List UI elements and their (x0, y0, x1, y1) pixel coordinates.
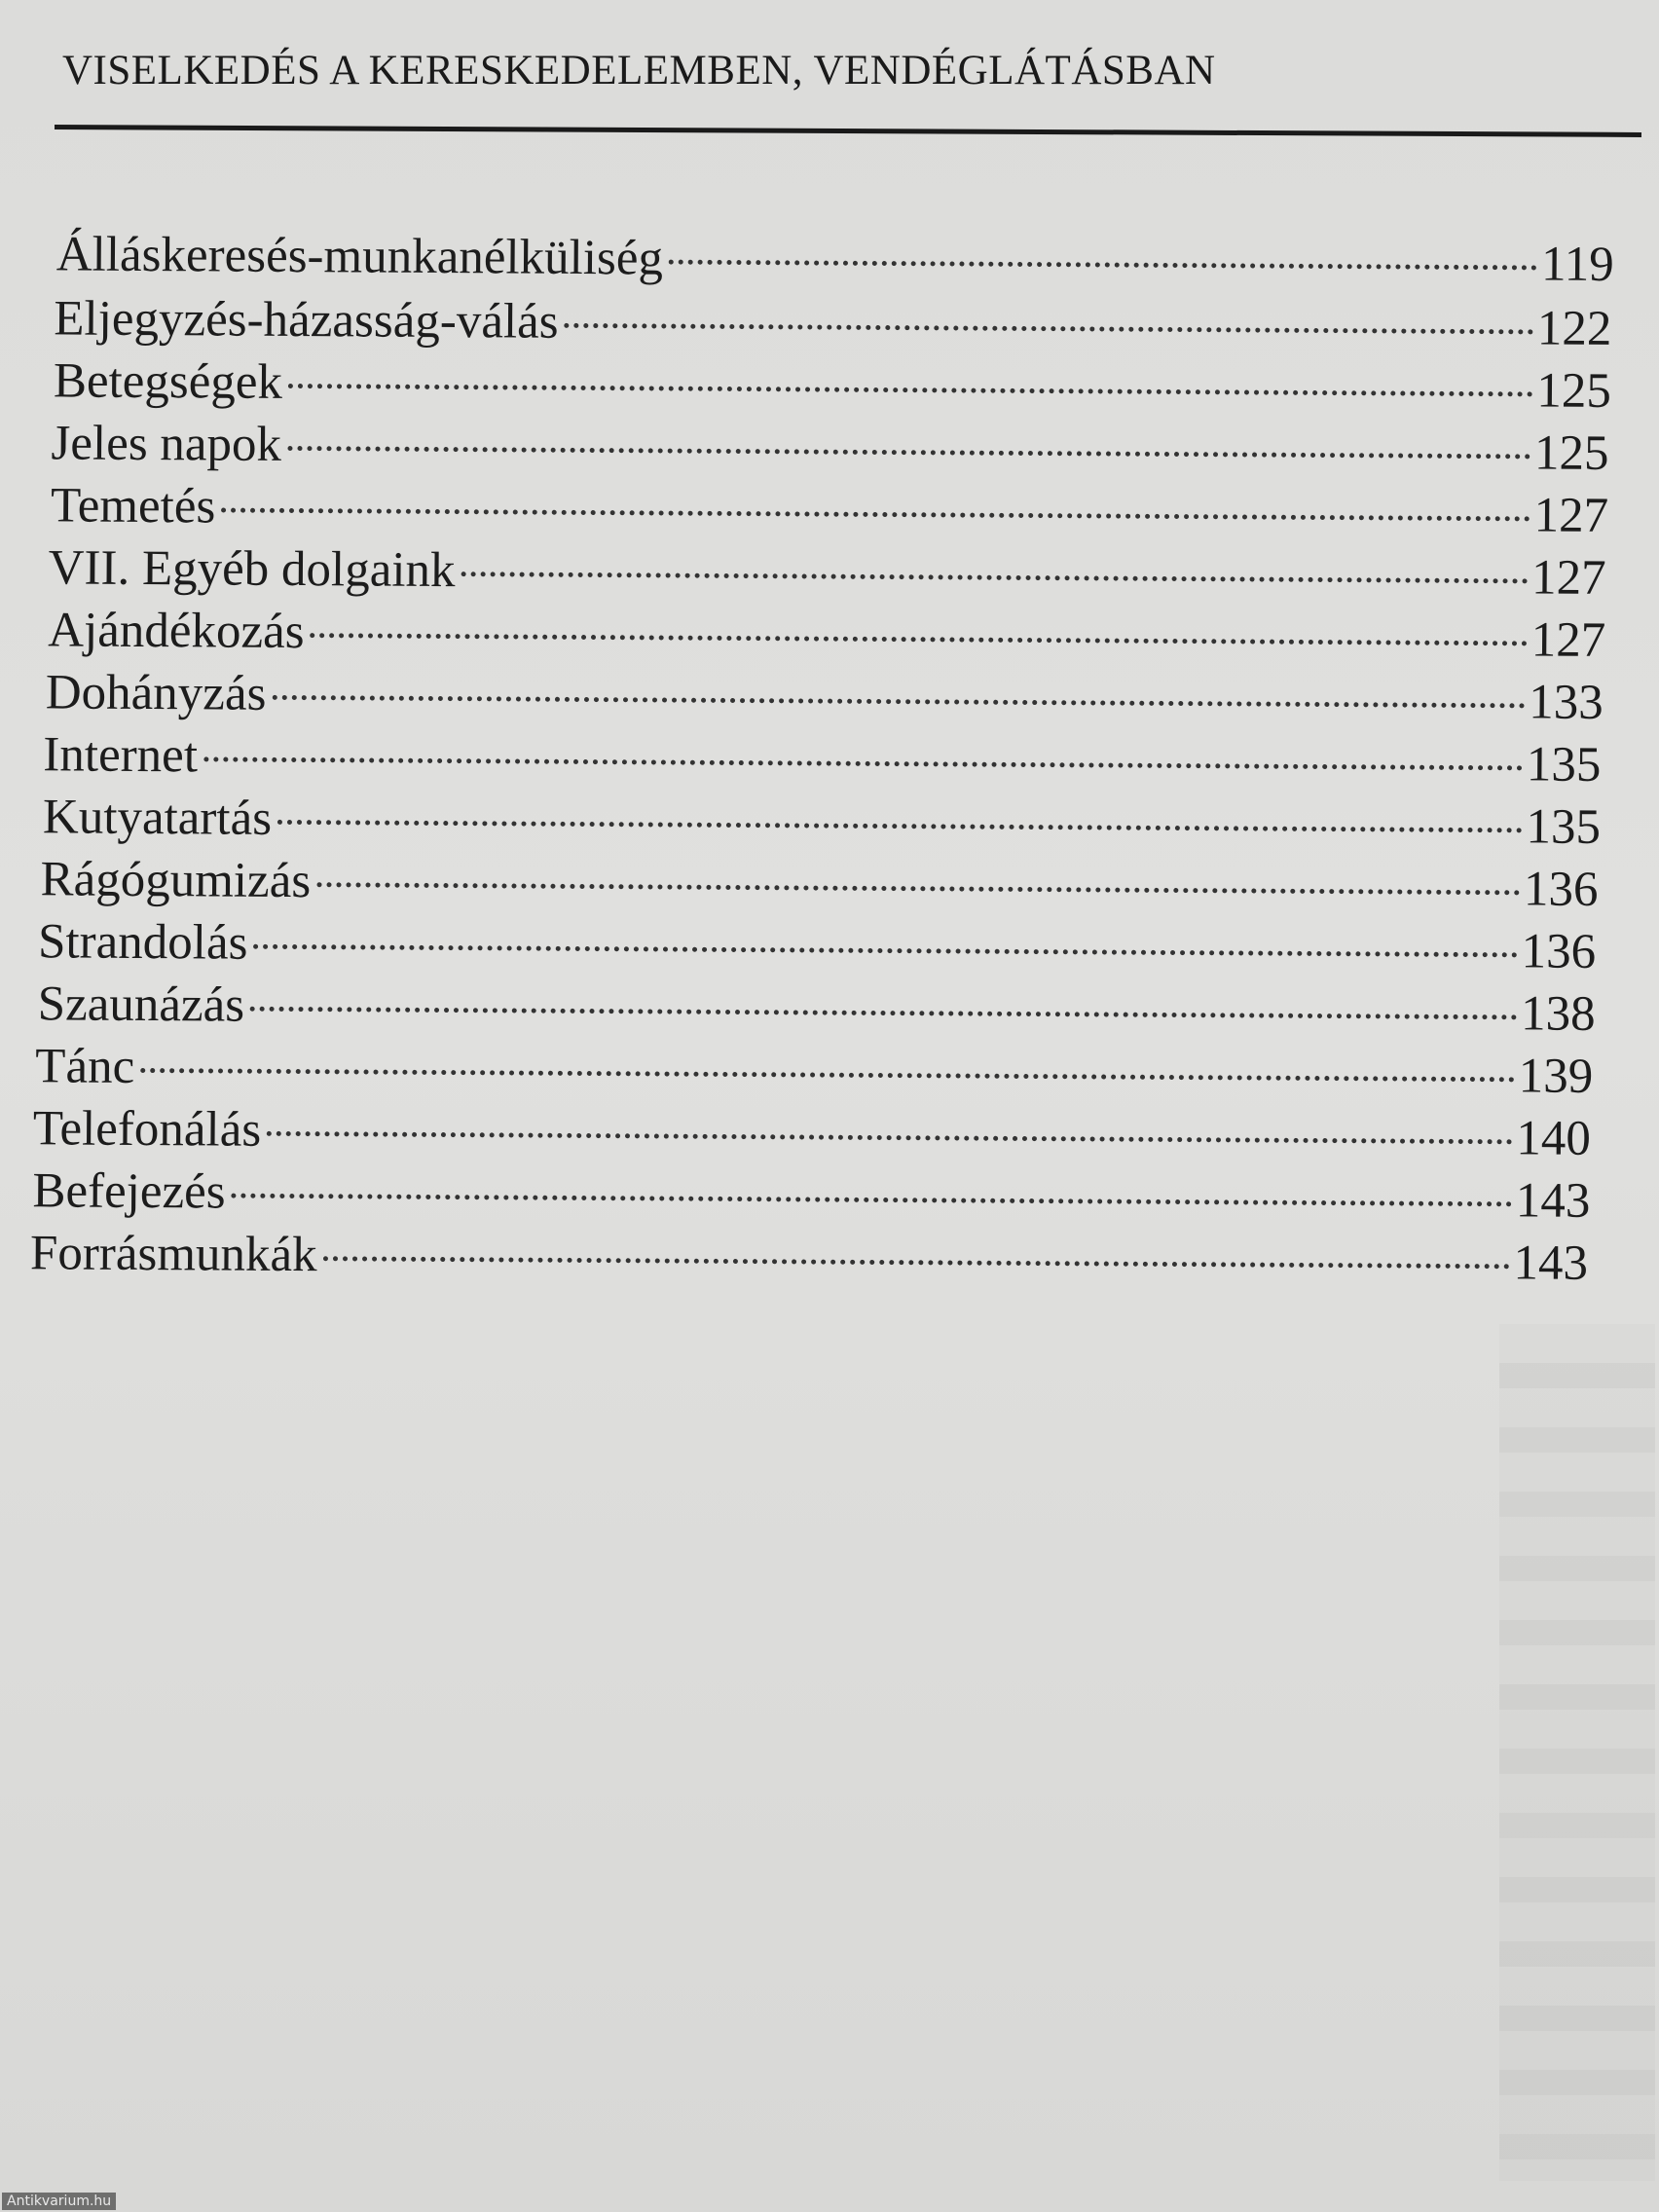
dot-leader (203, 756, 1523, 770)
toc-entry-title: Jeles napok (51, 416, 282, 472)
toc-entry-page: 139 (1518, 1049, 1594, 1104)
header-rule (55, 125, 1641, 137)
dot-leader (221, 508, 1530, 522)
toc-entry-title: Forrásmunkák (29, 1226, 317, 1283)
toc-entry-page: 140 (1516, 1111, 1592, 1166)
toc-entry-page: 135 (1526, 737, 1602, 793)
toc-entry-page: 143 (1515, 1173, 1591, 1229)
toc-entry-title: Betegségek (53, 353, 283, 410)
toc-entry-title: Dohányzás (45, 665, 267, 721)
toc-entry-page: 133 (1529, 675, 1604, 730)
dot-leader (250, 1007, 1517, 1020)
toc-entry-title: Internet (43, 727, 199, 784)
dot-leader (323, 1256, 1510, 1269)
table-of-contents (0, 226, 1659, 1291)
toc-entry-page: 125 (1536, 363, 1612, 419)
watermark-label: Antikvarium.hu (2, 2193, 116, 2210)
toc-entry-title: Strandolás (37, 914, 248, 971)
dot-leader (277, 820, 1522, 832)
toc-entry-title: Kutyatartás (42, 790, 273, 846)
toc-entry-title: Rágógumizás (40, 852, 312, 909)
dot-leader (461, 571, 1528, 583)
toc-entry-page: 135 (1526, 799, 1602, 855)
dot-leader (565, 323, 1533, 335)
toc-entry-page: 143 (1513, 1235, 1589, 1291)
toc-entry-title: Tánc (35, 1039, 135, 1094)
dot-leader (232, 1194, 1512, 1207)
show-through-text (1499, 1324, 1655, 2181)
toc-entry-title: Szaunázás (37, 977, 245, 1033)
toc-entry-page: 138 (1520, 986, 1596, 1042)
dot-leader (287, 446, 1530, 459)
toc-entry-page: 136 (1521, 924, 1597, 979)
toc-entry-page: 127 (1530, 612, 1606, 668)
toc-entry-page: 125 (1533, 425, 1609, 481)
dot-leader (316, 882, 1520, 895)
toc-entry-title: Temetés (50, 478, 216, 535)
toc-entry-title: VII. Egyéb dolgaink (48, 540, 456, 599)
dot-leader (272, 695, 1525, 709)
dot-leader (267, 1131, 1512, 1144)
toc-entry-page: 122 (1536, 301, 1612, 356)
toc-entry-title: Álláskeresés-munkanélküliség (55, 227, 664, 286)
toc-entry-title: Befejezés (32, 1163, 226, 1220)
dot-leader (253, 944, 1517, 958)
toc-entry[interactable] (56, 226, 1614, 301)
toc-entry-title: Ajándékozás (48, 603, 305, 660)
dot-leader (288, 384, 1532, 396)
running-header: VISELKEDÉS A KERESKEDELEMBEN, VENDÉGLÁTÁSBAN (62, 48, 1216, 93)
toc-entry-page: 136 (1523, 862, 1599, 917)
dot-leader (311, 633, 1528, 645)
toc-entry-page: 119 (1540, 237, 1614, 292)
toc-entry[interactable] (30, 1225, 1588, 1300)
toc-entry-page: 127 (1530, 550, 1606, 606)
toc-entry-title: Eljegyzés-házasság-válás (54, 291, 559, 350)
dot-leader (140, 1068, 1515, 1082)
toc-entry-title: Telefonálás (32, 1101, 262, 1158)
toc-entry-page: 127 (1533, 488, 1609, 543)
dot-leader (669, 260, 1537, 271)
